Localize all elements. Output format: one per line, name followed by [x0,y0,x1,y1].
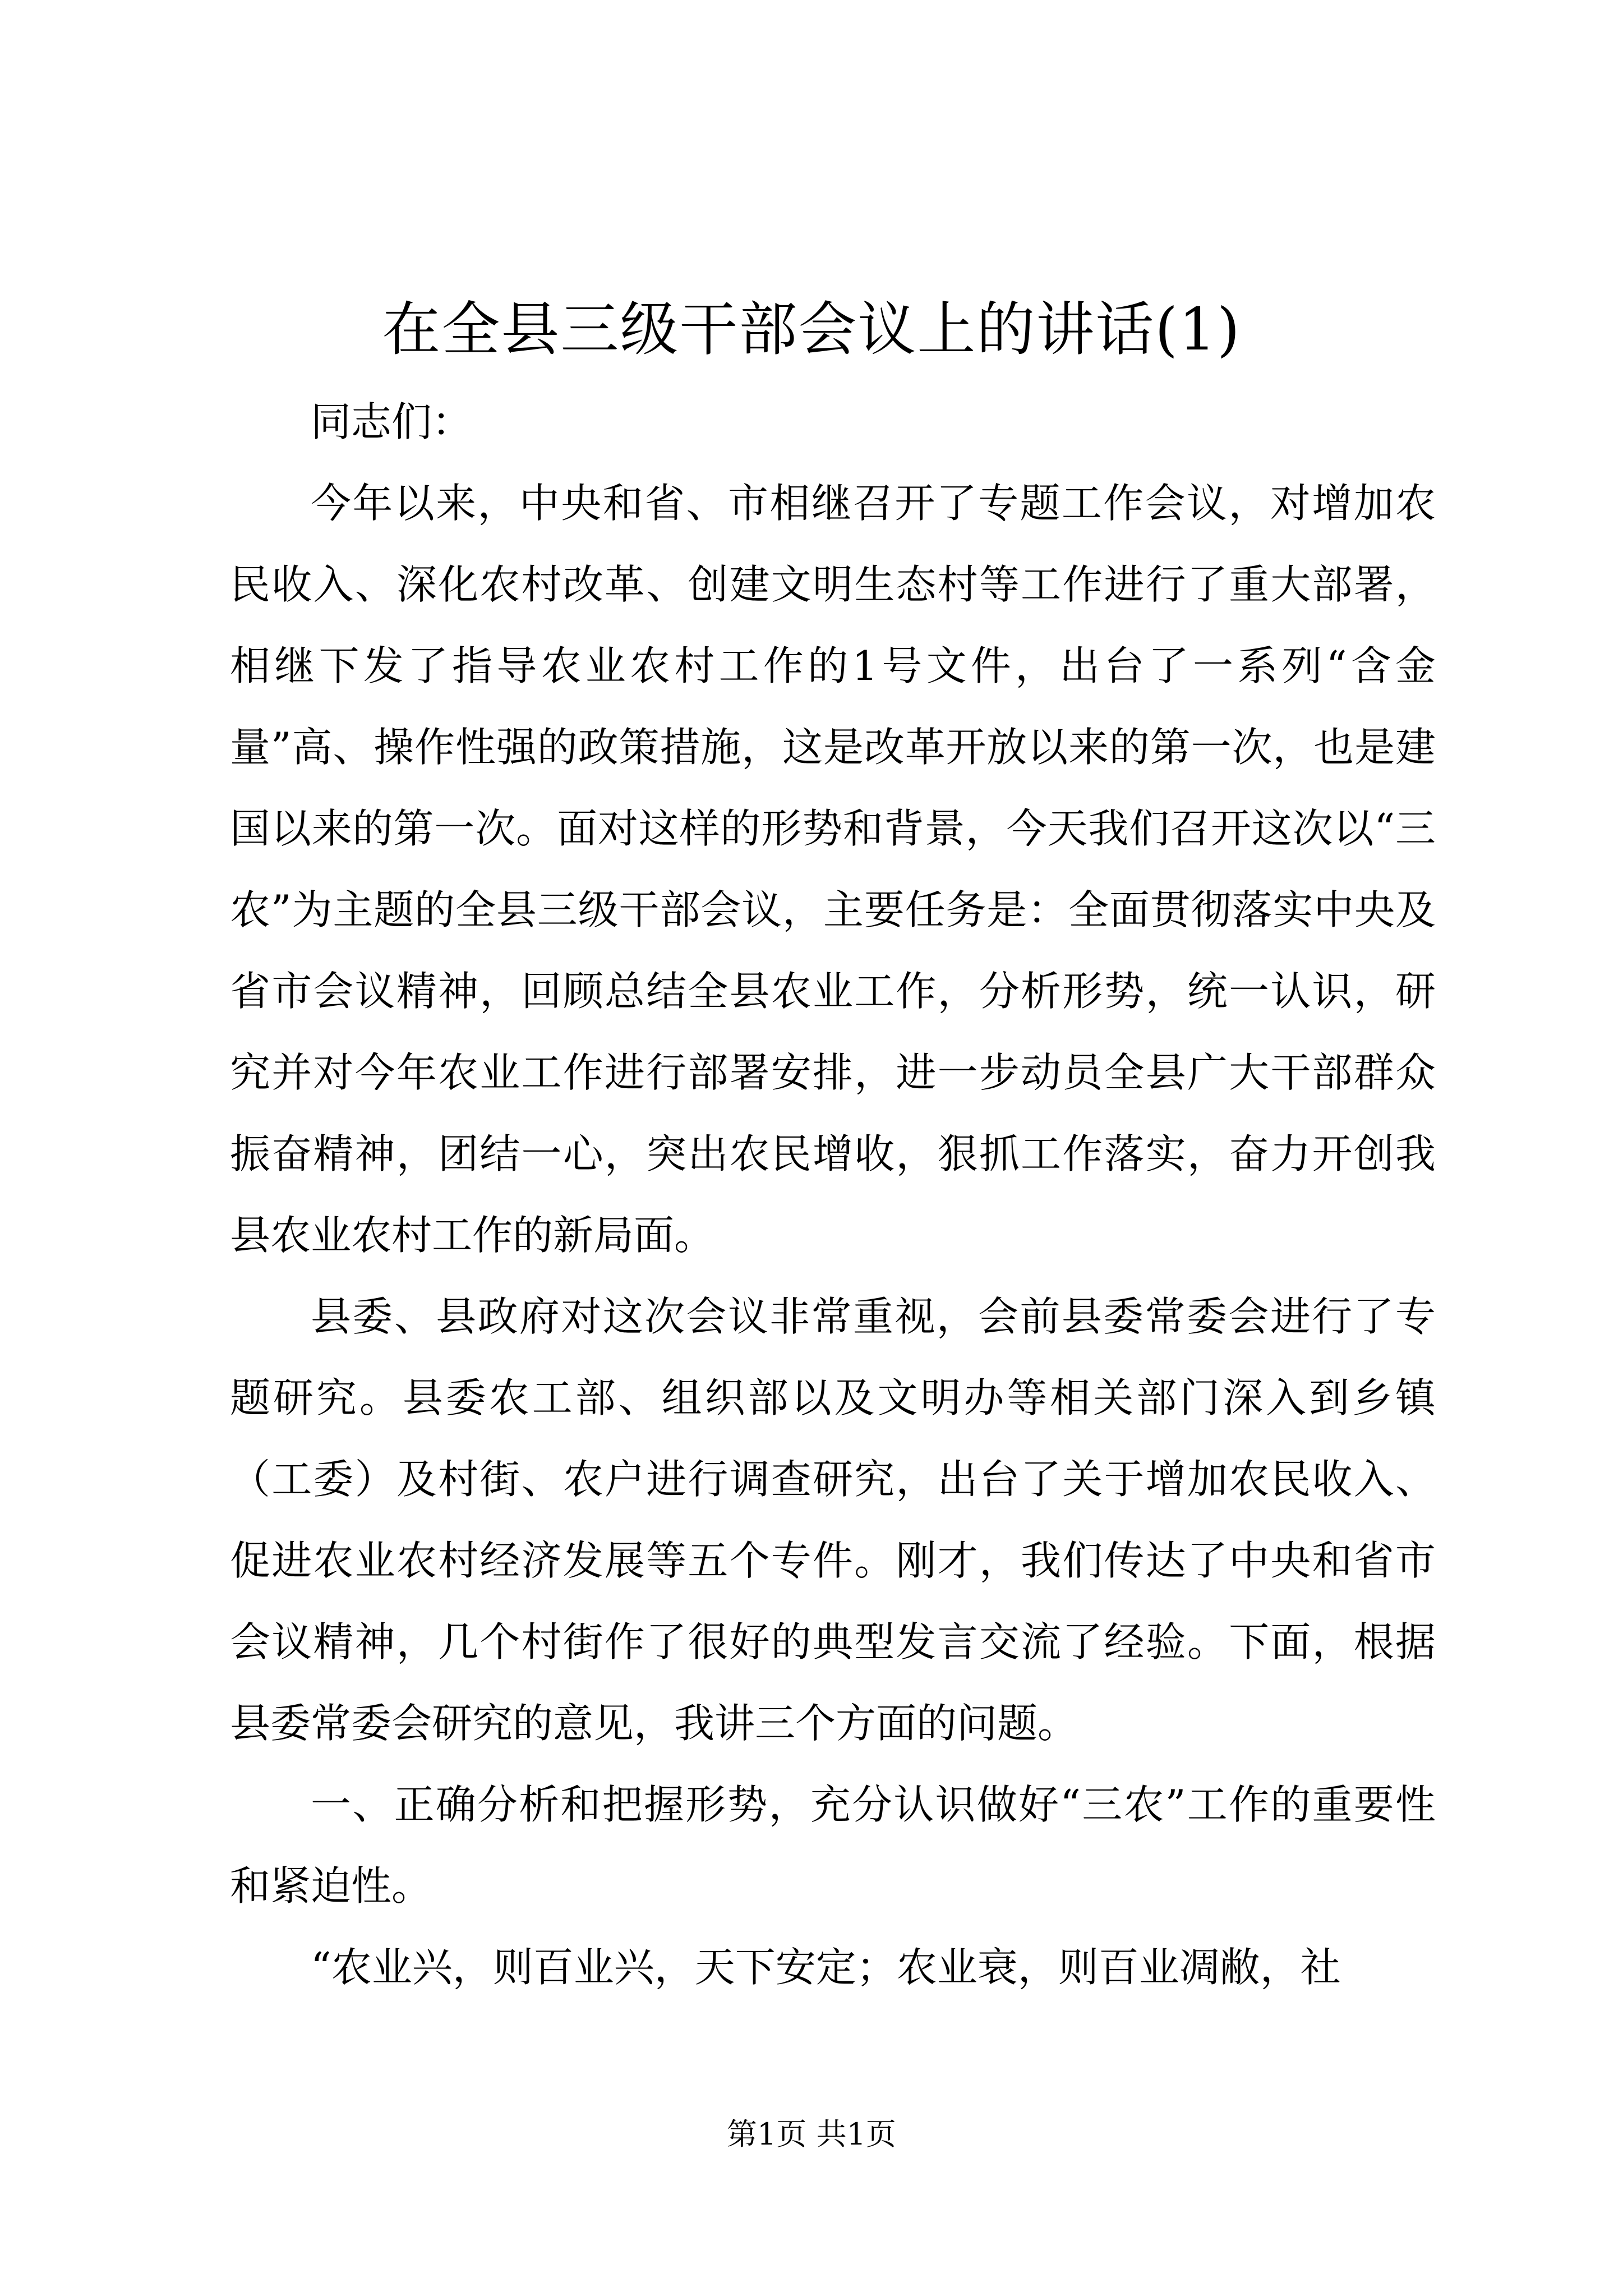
document-body [230,381,1436,2008]
body-paragraph: 今年以来，中央和省、市相继召开了专题工作会议，对增加农民收入、深化农村改革、创建文明生态村等工作进行了重大部署，相继下发了指导农业农村工作的1号文件，出台了一系列“含金量”高、操作性强的政策措施，这是改革开放以来的第一次，也是建国以来的第一次。面对这样的形势和背景，今天我们召开这次以“三农”为主题的全县三级干部会议，主要任务是：全面贯彻落实中央及省市会议精神，回顾总结全县农业工作，分析形势，统一认识，研究并对今年农业工作进行部署安排，进一步动员全县广大干部群众振奋精神，团结一心，突出农民增收，狠抓工作落实，奋力开创我县农业农村工作的新局面。 [230,480,1436,1259]
body-paragraph: “农业兴，则百业兴，天下安定；农业衰，则百业凋敝，社 [311,1944,1341,1991]
document-title: 在全县三级干部会议上的讲话(1) [382,295,1241,364]
page-number-footer: 第1页 共1页 [727,2116,896,2152]
salutation-paragraph: 同志们： [311,398,473,445]
body-paragraph: 县委、县政府对这次会议非常重视，会前县委常委会进行了专题研究。县委农工部、组织部以及文明办等相关部门深入到乡镇（工委）及村街、农户进行调查研究，出台了关于增加农民收入、促进农业农村经济发展等五个专件。刚才，我们传达了中央和省市会议精神，几个村街作了很好的典型发言交流了经验。下面，根据县委常委会研究的意见，我讲三个方面的问题。 [230,1293,1436,1747]
section-heading-paragraph: 一、正确分析和把握形势，充分认识做好“三农”工作的重要性和紧迫性。 [230,1781,1436,1910]
